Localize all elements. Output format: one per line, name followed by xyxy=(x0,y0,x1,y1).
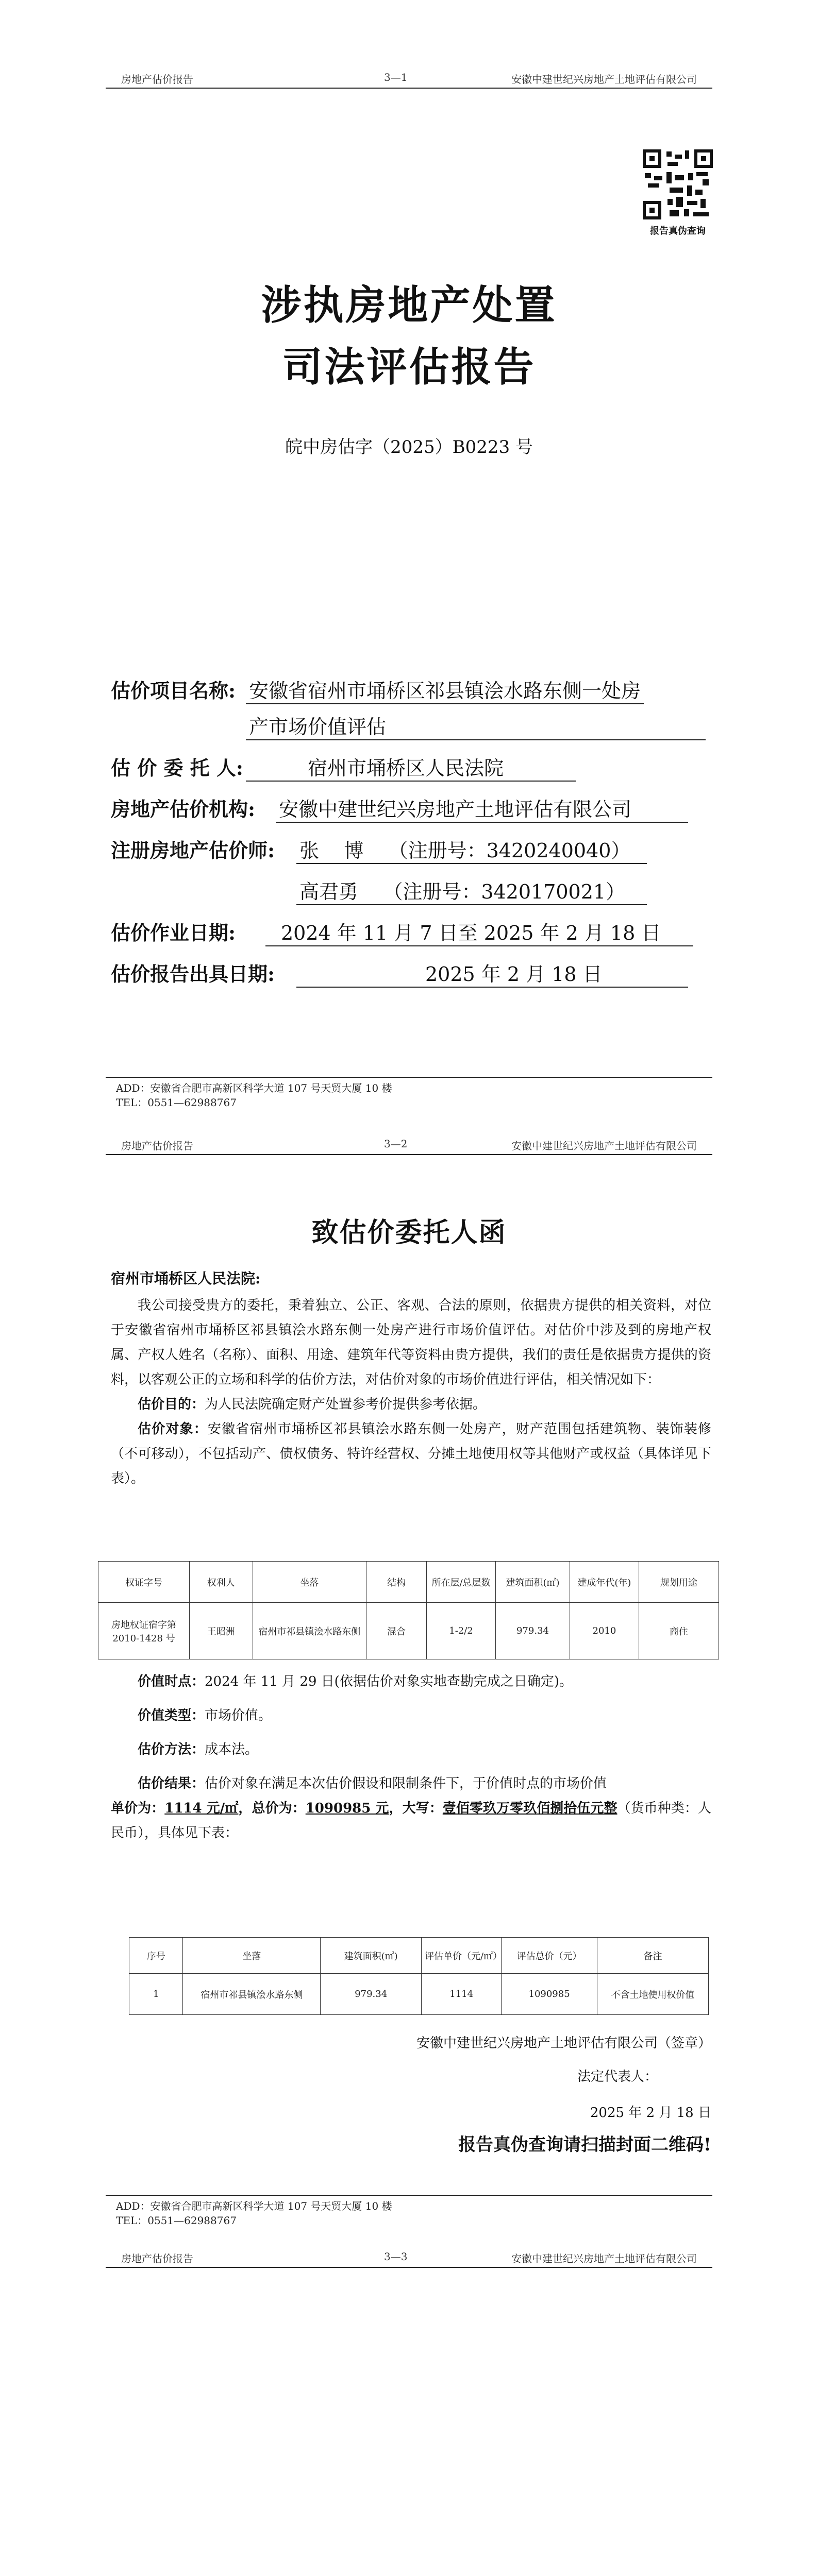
footer-address: ADD：安徽省合肥市高新区科学大道 107 号天贸大厦 10 楼 xyxy=(116,1082,392,1094)
total-label: ，总价为： xyxy=(238,1801,306,1816)
table-cell: 979.34 xyxy=(495,1603,570,1659)
footer-tel: TEL：0551—62988767 xyxy=(116,2214,237,2227)
intro-paragraph: 我公司接受贵方的委托，秉着独立、公正、客观、合法的原则，依据贵方提供的相关资料，对位于安徽省宿州市埇桥区祁县镇浍水路东侧一处房产进行市场价值评估。对估价中涉及到的房地产权属、产权人姓名（名称）、面积、用途、建筑年代等资料由贵方提供，我们的责任是依据贵方提供的资料，以客观公正的立场和科学的估价方法，对估价对象的市场价值进行评估，相关情况如下： xyxy=(111,1298,711,1387)
table-header: 坐落 xyxy=(253,1562,366,1603)
field-appraisers-2 xyxy=(111,876,714,905)
table-header: 评估总价（元） xyxy=(502,1938,597,1974)
property-table xyxy=(98,1561,719,1659)
object-paragraph xyxy=(111,1417,711,1491)
header-page-number: 3—1 xyxy=(384,71,408,83)
authenticity-notice: 报告真伪查询请扫描封面二维码! xyxy=(458,2134,711,2155)
table-header: 坐落 xyxy=(183,1938,321,1974)
field-label: 房地产估价机构: xyxy=(111,798,256,821)
result-text: 估价对象在满足本次估价假设和限制条件下，于价值时点的市场价值 xyxy=(205,1776,607,1791)
letter-title: 致估价委托人函 xyxy=(311,1217,507,1248)
field-value: 张 博 （注册号：3420240040） xyxy=(296,835,647,864)
letter-date: 2025 年 2 月 18 日 xyxy=(590,2105,711,2121)
field-value: 2024 年 11 月 7 日至 2025 年 2 月 18 日 xyxy=(265,917,693,946)
value-type-paragraph xyxy=(111,1703,711,1728)
field-value: 产市场价值评估 xyxy=(246,711,706,740)
page-header xyxy=(106,67,712,89)
table-cell: 宿州市祁县镇浍水路东侧 xyxy=(253,1603,366,1659)
document-number: 皖中房估字（2025）B0223 号 xyxy=(285,437,533,457)
field-label: 估价报告出具日期: xyxy=(111,962,275,986)
field-label: 估价项目名称: xyxy=(111,679,236,702)
field-value: 2025 年 2 月 18 日 xyxy=(296,958,688,988)
table-header: 所在层/总层数 xyxy=(427,1562,496,1603)
footer-tel: TEL：0551—62988767 xyxy=(116,1096,237,1109)
table-cell: 2010 xyxy=(570,1603,639,1659)
table-header: 权利人 xyxy=(189,1562,253,1603)
letter-body xyxy=(111,1293,711,1491)
price-paragraph xyxy=(111,1796,711,1845)
table-cell: 房地权证宿字第2010-1428 号 xyxy=(98,1603,190,1659)
purpose-label: 估价目的： xyxy=(138,1397,205,1412)
table-header: 权证字号 xyxy=(98,1562,190,1603)
value-date-label: 价值时点： xyxy=(138,1674,205,1689)
company-signature: 安徽中建世纪兴房地产土地评估有限公司（签章） xyxy=(416,2036,711,2051)
object-text: 安徽省宿州市埇桥区祁县镇浍水路东侧一处房产，财产范围包括建筑物、装饰装修（不可移动），不包括动产、债权债务、特许经营权、分摊土地使用权等其他财产或权益（具体详见下表）。 xyxy=(111,1421,711,1486)
header-page-number: 3—3 xyxy=(384,2250,408,2263)
field-value: 高君勇 （注册号：3420170021） xyxy=(296,876,647,905)
table-cell: 979.34 xyxy=(321,1974,422,2015)
field-label: 估价作业日期: xyxy=(111,921,236,944)
table-cell: 王昭洲 xyxy=(189,1603,253,1659)
qr-caption: 报告真伪查询 xyxy=(650,226,706,236)
page-header xyxy=(106,1133,712,1155)
table-cell: 混合 xyxy=(366,1603,427,1659)
header-right: 安徽中建世纪兴房地产土地评估有限公司 xyxy=(511,73,697,86)
letter-addressee: 宿州市埇桥区人民法院: xyxy=(111,1270,261,1287)
blank-page xyxy=(0,2246,818,2576)
legal-representative: 法定代表人： xyxy=(577,2069,658,2084)
field-label: 注册房地产估价师: xyxy=(111,839,275,862)
header-right: 安徽中建世纪兴房地产土地评估有限公司 xyxy=(511,2252,697,2265)
table-header: 建筑面积(㎡) xyxy=(321,1938,422,1974)
table-row xyxy=(129,1974,709,2015)
header-left: 房地产估价报告 xyxy=(121,2252,193,2265)
table-cell: 1-2/2 xyxy=(427,1603,496,1659)
method-text: 成本法。 xyxy=(205,1742,259,1757)
qr-code-block[interactable] xyxy=(639,149,716,237)
header-page-number: 3—2 xyxy=(384,1138,408,1150)
valuation-table xyxy=(129,1937,709,2015)
value-type-text: 市场价值。 xyxy=(205,1708,272,1723)
table-header-row xyxy=(98,1562,719,1603)
table-header-row xyxy=(129,1938,709,1974)
table-cell: 商住 xyxy=(639,1603,719,1659)
unit-price-value: 1114 元/㎡ xyxy=(164,1801,239,1816)
field-client xyxy=(111,752,714,781)
field-issue-date xyxy=(111,958,714,987)
method-label: 估价方法： xyxy=(138,1742,205,1757)
table-header: 建筑面积(㎡) xyxy=(495,1562,570,1603)
footer-address: ADD：安徽省合肥市高新区科学大道 107 号天贸大厦 10 楼 xyxy=(116,2200,392,2212)
table-cell: 1090985 xyxy=(502,1974,597,2015)
field-value: 安徽中建世纪兴房地产土地评估有限公司 xyxy=(276,793,688,823)
upper-value: 壹佰零玖万零玖佰捌拾伍元整 xyxy=(442,1801,617,1816)
table-cell: 不含土地使用权价值 xyxy=(597,1974,708,2015)
table-cell: 1 xyxy=(129,1974,183,2015)
table-header: 备注 xyxy=(597,1938,708,1974)
value-date-paragraph xyxy=(111,1669,711,1694)
table-header: 结构 xyxy=(366,1562,427,1603)
field-value: 安徽省宿州市埇桥区祁县镇浍水路东侧一处房 xyxy=(246,675,644,704)
letter-page xyxy=(0,1133,818,2246)
field-agency xyxy=(111,793,714,822)
result-paragraph xyxy=(111,1771,711,1796)
letter-body-2 xyxy=(111,1669,711,1845)
header-left: 房地产估价报告 xyxy=(121,73,193,86)
field-work-period xyxy=(111,917,714,946)
value-date-text: 2024 年 11 月 29 日(依据估价对象实地查勘完成之日确定)。 xyxy=(205,1674,573,1689)
field-project-name xyxy=(111,675,714,704)
cover-page xyxy=(0,0,818,1133)
table-cell: 宿州市祁县镇浍水路东侧 xyxy=(183,1974,321,2015)
report-title-line1: 涉执房地产处置 xyxy=(261,282,557,329)
upper-label: ，大写： xyxy=(389,1801,443,1816)
table-header: 序号 xyxy=(129,1938,183,1974)
table-header: 规划用途 xyxy=(639,1562,719,1603)
field-appraisers xyxy=(111,835,714,863)
purpose-text: 为人民法院确定财产处置参考价提供参考依据。 xyxy=(205,1397,487,1412)
table-header: 评估单价（元/㎡） xyxy=(422,1938,502,1974)
currency-text: （货币种类：人民币），具体见下表： xyxy=(111,1801,711,1841)
page-header xyxy=(106,2246,712,2268)
purpose-paragraph xyxy=(111,1392,711,1417)
total-value: 1090985 元 xyxy=(305,1801,389,1816)
header-right: 安徽中建世纪兴房地产土地评估有限公司 xyxy=(511,1140,697,1152)
field-label: 估 价 委 托 人: xyxy=(111,756,243,779)
value-type-label: 价值类型： xyxy=(138,1708,205,1723)
page-footer xyxy=(106,1077,712,1110)
result-label: 估价结果： xyxy=(138,1776,205,1791)
field-value: 宿州市埇桥区人民法院 xyxy=(246,752,576,782)
qr-code-icon[interactable] xyxy=(643,149,713,219)
unit-price-label: 单价为： xyxy=(111,1801,165,1816)
page-footer xyxy=(106,2195,712,2228)
method-paragraph xyxy=(111,1737,711,1762)
report-title-line2: 司法评估报告 xyxy=(282,344,536,391)
table-cell: 1114 xyxy=(422,1974,502,2015)
field-project-name-cont xyxy=(111,711,714,740)
table-header: 建成年代(年) xyxy=(570,1562,639,1603)
table-row xyxy=(98,1603,719,1659)
header-left: 房地产估价报告 xyxy=(121,1140,193,1152)
object-label: 估价对象： xyxy=(138,1421,208,1437)
